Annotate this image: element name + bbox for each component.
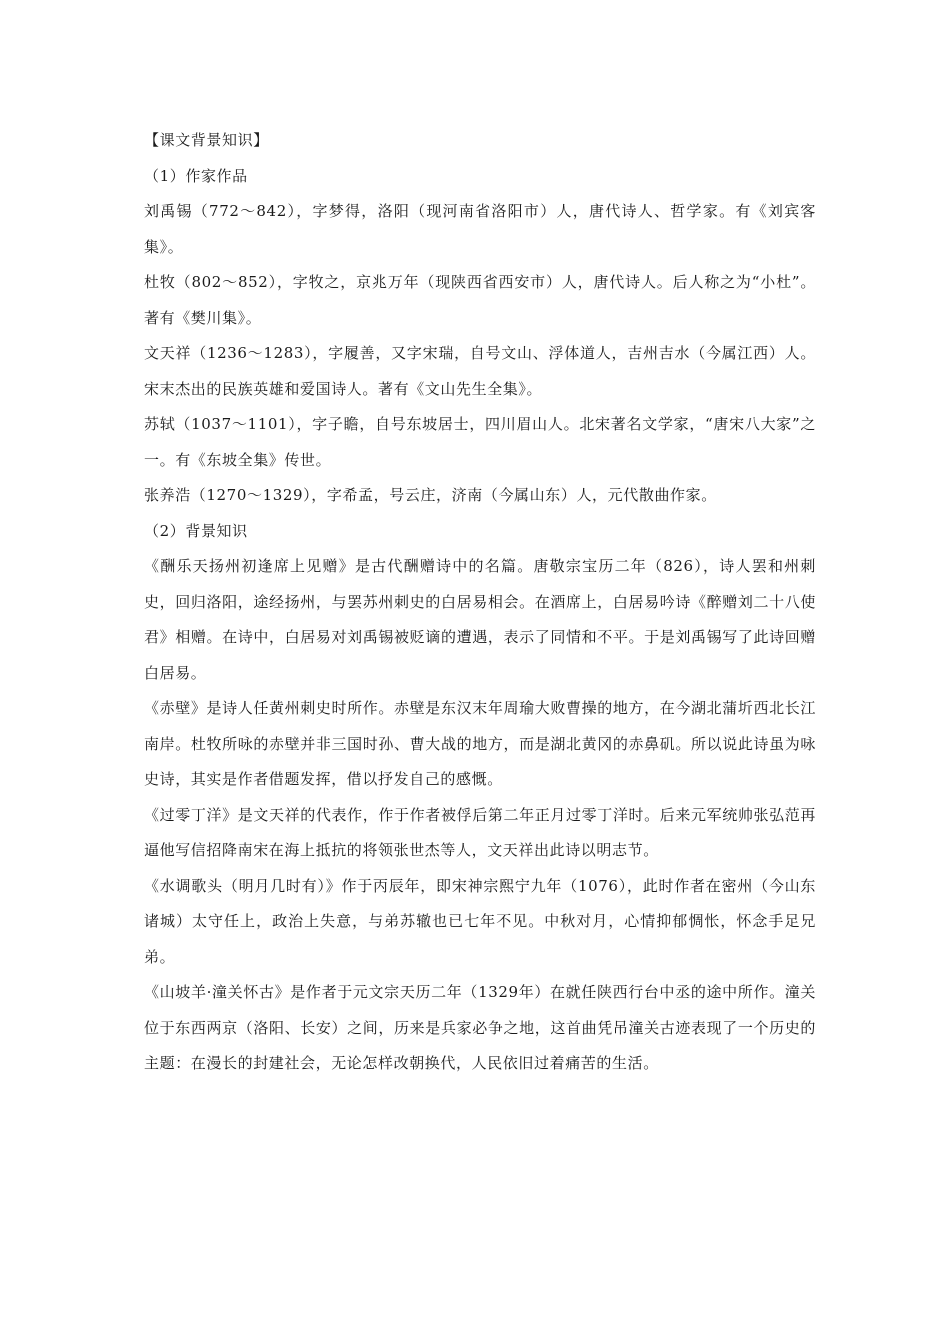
background-paragraph-4: 《水调歌头（明月几时有）》作于丙辰年，即宋神宗熙宁九年（1076），此时作者在密州（今山东诸城）太守任上，政治上失意，与弟苏辙也已七年不见。中秋对月，心情抑郁惆怅，怀念手足兄弟。	[144, 876, 816, 966]
section-title: 【课文背景知识】	[144, 131, 269, 149]
background-paragraph-5: 《山坡羊·潼关怀古》是作者于元文宗天历二年（1329年）在就任陕西行台中丞的途中所作。潼关位于东西两京（洛阳、长安）之间，历来是兵家必争之地，这首曲凭吊潼关古迹表现了一个历史的主题：在漫长的封建社会，无论怎样改朝换代，人民依旧过着痛苦的生活。	[144, 983, 816, 1072]
author-paragraph-su-shi: 苏轼（1037～1101），字子瞻，自号东坡居士，四川眉山人。北宋著名文学家，“唐宋八大家”之一。有《东坡全集》传世。	[144, 415, 816, 469]
background-paragraph-1: 《酬乐天扬州初逢席上见赠》是古代酬赠诗中的名篇。唐敬宗宝历二年（826），诗人罢和州刺史，回归洛阳，途经扬州，与罢苏州刺史的白居易相会。在酒席上，白居易吟诗《醉赠刘二十八使君》相赠。在诗中，白居易对刘禹锡被贬谪的遭遇，表示了同情和不平。于是刘禹锡写了此诗回赠白居易。	[144, 557, 816, 682]
author-paragraph-du-mu: 杜牧（802～852），字牧之，京兆万年（现陕西省西安市）人，唐代诗人。后人称之为“小杜”。著有《樊川集》。	[144, 273, 816, 327]
author-paragraph-zhang-yanghao: 张养浩（1270～1329），字希孟，号云庄，济南（今属山东）人，元代散曲作家。	[144, 486, 717, 504]
subsection-title-authors: （1）作家作品	[144, 166, 248, 185]
document-body	[144, 123, 816, 1082]
background-paragraph-3: 《过零丁洋》是文天祥的代表作，作于作者被俘后第二年正月过零丁洋时。后来元军统帅张弘范再逼他写信招降南宋在海上抵抗的将领张世杰等人，文天祥出此诗以明志节。	[144, 805, 816, 859]
background-paragraph-2: 《赤壁》是诗人任黄州刺史时所作。赤壁是东汉末年周瑜大败曹操的地方，在今湖北蒲圻西北长江南岸。杜牧所咏的赤壁并非三国时孙、曹大战的地方，而是湖北黄冈的赤鼻矶。所以说此诗虽为咏史诗，其实是作者借题发挥，借以抒发自己的感慨。	[144, 699, 816, 788]
subsection-title-background: （2）背景知识	[144, 521, 248, 540]
author-paragraph-liu-yuxi: 刘禹锡（772～842），字梦得，洛阳（现河南省洛阳市）人，唐代诗人、哲学家。有《刘宾客集》。	[144, 202, 816, 256]
author-paragraph-wen-tianxiang: 文天祥（1236～1283），字履善，又字宋瑞，自号文山、浮体道人，吉州吉水（今属江西）人。宋末杰出的民族英雄和爱国诗人。著有《文山先生全集》。	[144, 344, 816, 398]
